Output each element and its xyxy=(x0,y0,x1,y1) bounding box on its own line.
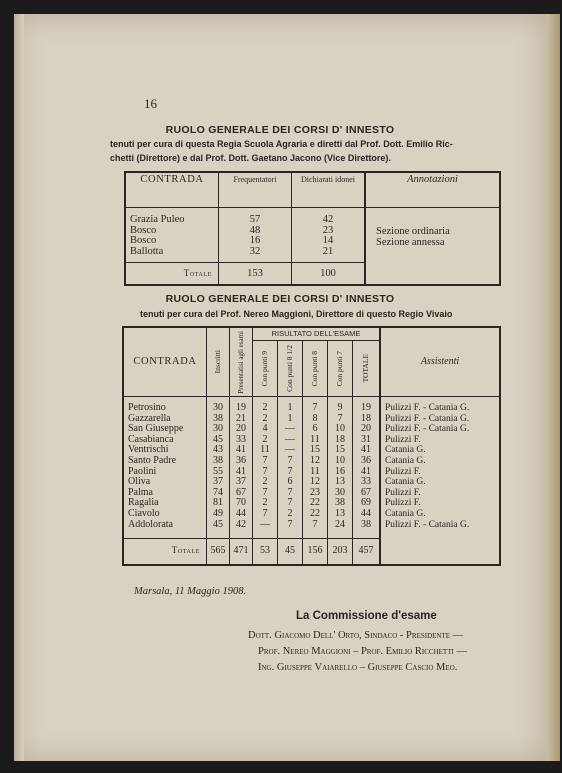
contrada-cell: Petrosino xyxy=(128,402,166,413)
contrada-cell: Gazzarella xyxy=(128,412,171,424)
contrada-cell: Grazia Puleo xyxy=(130,214,185,225)
punti-9-cell: 2 xyxy=(262,433,268,445)
punti-8-cell: 12 xyxy=(310,476,320,488)
totale-cell: 36 xyxy=(361,454,371,466)
table-corsi-vivaio xyxy=(122,326,501,566)
dichiarati-cell: 23 xyxy=(322,224,334,236)
commission-title: La Commissione d'esame xyxy=(296,610,437,622)
presentatisi-cell: 67 xyxy=(236,486,246,498)
totale-label-2: Totale xyxy=(171,545,200,556)
punti-8-mezzo-cell: 7 xyxy=(287,486,293,498)
presentatisi-cell: 33 xyxy=(236,433,246,445)
inscritti-cell: 45 xyxy=(213,433,223,445)
contrada-cell: Palma xyxy=(128,486,153,498)
totale-generale: 457 xyxy=(353,539,381,565)
punti-8-mezzo-cell: — xyxy=(285,444,295,456)
totale-dichiarati: 100 xyxy=(292,263,366,285)
assistente-cell: Pulizzi F. - Catania G. xyxy=(385,424,470,435)
contrada-cell: Ventrischi xyxy=(128,444,169,456)
section2-title: RUOLO GENERALE DEI CORSI D' INNESTO xyxy=(165,293,395,305)
punti-7-cell: 10 xyxy=(335,423,345,435)
punti-8-mezzo-cell: 2 xyxy=(287,507,293,519)
contrada-cell: Casabianca xyxy=(128,433,174,445)
punti-7-cell: 9 xyxy=(337,402,343,413)
presentatisi-cell: 44 xyxy=(236,507,246,519)
assistente-cell: Pulizzi F. xyxy=(385,434,421,445)
totale-frequentatori: 153 xyxy=(219,263,292,285)
punti-7-cell: 30 xyxy=(335,486,345,498)
assistente-cell: Pulizzi F. xyxy=(385,498,421,509)
header-punti-7: Con punti 7 xyxy=(334,350,344,387)
punti-9-cell: 7 xyxy=(262,465,268,477)
punti-8-cell: 8 xyxy=(312,412,318,424)
signature-line-1: Dott. Giacomo Dell' Orto, Sindaco - Presidente — xyxy=(248,630,464,641)
assistente-cell: Catania G. xyxy=(385,477,426,488)
inscritti-cell: 43 xyxy=(213,444,223,456)
punti-7-cell: 16 xyxy=(335,465,345,477)
punti-7-cell: 7 xyxy=(337,412,343,424)
contrada-cell: Santo Padre xyxy=(128,454,177,466)
inscritti-cell: 38 xyxy=(213,454,223,466)
presentatisi-cell: 19 xyxy=(236,402,246,413)
assistente-cell: Catania G. xyxy=(385,508,426,519)
totale-punti-9: 53 xyxy=(253,539,278,565)
page-number: 16 xyxy=(144,96,157,111)
inscritti-cell: 81 xyxy=(213,497,223,509)
punti-8-cell: 6 xyxy=(312,423,318,435)
assistente-cell: Pulizzi F. xyxy=(385,466,421,477)
contrada-cell: Ballotta xyxy=(130,245,164,257)
table-corsi-scuola xyxy=(124,171,501,286)
punti-8-cell: 22 xyxy=(310,507,320,519)
punti-8-cell: 11 xyxy=(310,465,320,477)
header-totale: TOTALE xyxy=(360,354,370,383)
header-punti-8: Con punti 8 xyxy=(309,350,319,387)
annotazione-cell: Sezione annessa xyxy=(376,236,445,248)
contrada-cell: San Giuseppe xyxy=(128,423,184,435)
header-assistenti: Assistenti xyxy=(420,355,460,367)
section1-subtitle-line1: tenuti per cura di questa Regia Scuola Agraria e diretti dal Prof. Dott. Emilio Ric- xyxy=(110,139,453,149)
punti-8-cell: 11 xyxy=(310,433,320,445)
signature-line-2: Prof. Nereo Maggioni – Prof. Emilio Ricchetti — xyxy=(258,646,467,657)
totale-cell: 18 xyxy=(361,412,371,424)
header-presentatisi: Presentatisi agli esami xyxy=(236,330,245,394)
totale-presentatisi: 471 xyxy=(230,539,253,565)
inscritti-cell: 49 xyxy=(213,507,223,519)
inscritti-cell: 55 xyxy=(213,465,223,477)
totale-cell: 38 xyxy=(361,518,371,530)
totale-cell: 33 xyxy=(361,476,371,488)
totale-cell: 67 xyxy=(361,486,371,498)
contrada-cell: Paolini xyxy=(128,465,157,477)
totale-punti-7: 203 xyxy=(328,539,353,565)
punti-8-mezzo-cell: 1 xyxy=(287,412,293,424)
inscritti-cell: 30 xyxy=(213,423,223,435)
presentatisi-cell: 42 xyxy=(236,518,246,530)
punti-7-cell: 13 xyxy=(335,476,345,488)
inscritti-cell: 74 xyxy=(213,486,223,498)
header-punti-9: Con punti 9 xyxy=(259,350,269,387)
punti-9-cell: 4 xyxy=(262,423,268,435)
frequentatori-cell: 57 xyxy=(249,214,261,225)
presentatisi-cell: 41 xyxy=(236,444,246,456)
document-page xyxy=(14,14,546,761)
frequentatori-cell: 32 xyxy=(249,245,261,257)
totale-cell: 44 xyxy=(361,507,371,519)
header-punti-8-mezzo: Con punti 8 1/2 xyxy=(284,345,294,392)
contrada-cell: Bosco xyxy=(130,224,157,236)
contrada-cell: Oliva xyxy=(128,476,151,488)
section1-subtitle-line2: chetti (Direttore) e dal Prof. Dott. Gaetano Jacono (Vice Direttore). xyxy=(110,153,391,163)
header-inscritti: Inscritti xyxy=(212,350,222,374)
punti-8-mezzo-cell: 6 xyxy=(287,476,293,488)
presentatisi-cell: 41 xyxy=(236,465,246,477)
inscritti-cell: 37 xyxy=(213,476,223,488)
assistente-cell: Pulizzi F. xyxy=(385,487,421,498)
punti-8-mezzo-cell: 7 xyxy=(287,518,293,530)
assistente-cell: Pulizzi F. - Catania G. xyxy=(385,413,470,424)
contrada-cell: Ragalia xyxy=(128,497,159,509)
presentatisi-cell: 21 xyxy=(236,412,246,424)
totale-cell: 41 xyxy=(361,465,371,477)
section2-subtitle: tenuti per cura del Prof. Nereo Maggioni, Direttore di questo Regio Vivaio xyxy=(140,309,453,319)
contrada-cell: Addolorata xyxy=(128,518,173,530)
assistente-cell: Catania G. xyxy=(385,445,426,456)
header-annotazioni: Annotazioni xyxy=(407,174,458,185)
presentatisi-cell: 20 xyxy=(236,423,246,435)
header-dichiarati: Dichiarati idonei xyxy=(301,175,355,184)
annotazione-cell: Sezione ordinaria xyxy=(376,226,450,237)
punti-9-cell: 7 xyxy=(262,454,268,466)
header-contrada: CONTRADA xyxy=(140,174,204,185)
dichiarati-cell: 42 xyxy=(322,214,334,225)
inscritti-cell: 38 xyxy=(213,412,223,424)
punti-8-cell: 23 xyxy=(310,486,320,498)
totale-cell: 69 xyxy=(361,497,371,509)
punti-8-mezzo-cell: 7 xyxy=(287,454,293,466)
contrada-cell: Ciavolo xyxy=(128,507,160,519)
punti-7-cell: 13 xyxy=(335,507,345,519)
presentatisi-cell: 36 xyxy=(236,454,246,466)
punti-9-cell: 2 xyxy=(262,476,268,488)
punti-8-cell: 15 xyxy=(310,444,320,456)
totale-punti-8: 156 xyxy=(303,539,328,565)
header-frequentatori: Frequentatori xyxy=(233,175,277,184)
punti-9-cell: 7 xyxy=(262,507,268,519)
punti-9-cell: — xyxy=(260,518,270,530)
dichiarati-cell: 21 xyxy=(322,245,334,257)
dichiarati-cell: 14 xyxy=(322,235,334,247)
totale-inscritti: 565 xyxy=(207,539,230,565)
header-risultato: RISULTATO DELL'ESAME xyxy=(271,328,361,338)
punti-8-mezzo-cell: — xyxy=(285,433,295,445)
punti-8-cell: 7 xyxy=(312,518,318,530)
frequentatori-cell: 48 xyxy=(249,224,261,236)
punti-9-cell: 2 xyxy=(262,412,268,424)
assistente-cell: Catania G. xyxy=(385,455,426,466)
punti-8-mezzo-cell: — xyxy=(285,423,295,435)
totale-label: Totale xyxy=(183,268,212,279)
totale-cell: 31 xyxy=(361,433,371,445)
punti-8-cell: 22 xyxy=(310,497,320,509)
totale-punti-8-mezzo: 45 xyxy=(278,539,303,565)
punti-7-cell: 24 xyxy=(335,518,345,530)
presentatisi-cell: 70 xyxy=(236,497,246,509)
presentatisi-cell: 37 xyxy=(236,476,246,488)
punti-9-cell: 7 xyxy=(262,486,268,498)
date-line: Marsala, 11 Maggio 1908. xyxy=(134,586,247,597)
inscritti-cell: 45 xyxy=(213,518,223,530)
totale-cell: 20 xyxy=(361,423,371,435)
totale-cell: 19 xyxy=(361,402,371,413)
assistente-cell: Pulizzi F. - Catania G. xyxy=(385,519,470,530)
punti-8-cell: 7 xyxy=(312,402,318,413)
punti-7-cell: 38 xyxy=(335,497,345,509)
signature-line-3: Ing. Giuseppe Vaiarello – Giuseppe Cascio Meo. xyxy=(258,662,458,673)
punti-7-cell: 15 xyxy=(335,444,345,456)
punti-8-mezzo-cell: 1 xyxy=(287,402,293,413)
punti-9-cell: 2 xyxy=(262,497,268,509)
punti-8-cell: 12 xyxy=(310,454,320,466)
punti-7-cell: 18 xyxy=(335,433,345,445)
punti-8-mezzo-cell: 7 xyxy=(287,465,293,477)
inscritti-cell: 30 xyxy=(213,402,223,413)
punti-7-cell: 10 xyxy=(335,454,345,466)
assistente-cell: Pulizzi F. - Catania G. xyxy=(385,403,470,413)
page-edge xyxy=(546,14,560,761)
header-contrada-2: CONTRADA xyxy=(133,355,197,367)
frequentatori-cell: 16 xyxy=(249,235,261,247)
punti-8-mezzo-cell: 7 xyxy=(287,497,293,509)
punti-9-cell: 2 xyxy=(262,402,268,413)
totale-cell: 41 xyxy=(361,444,371,456)
punti-9-cell: 11 xyxy=(260,444,270,456)
section1-title: RUOLO GENERALE DEI CORSI D' INNESTO xyxy=(165,124,395,136)
contrada-cell: Bosco xyxy=(130,235,157,247)
